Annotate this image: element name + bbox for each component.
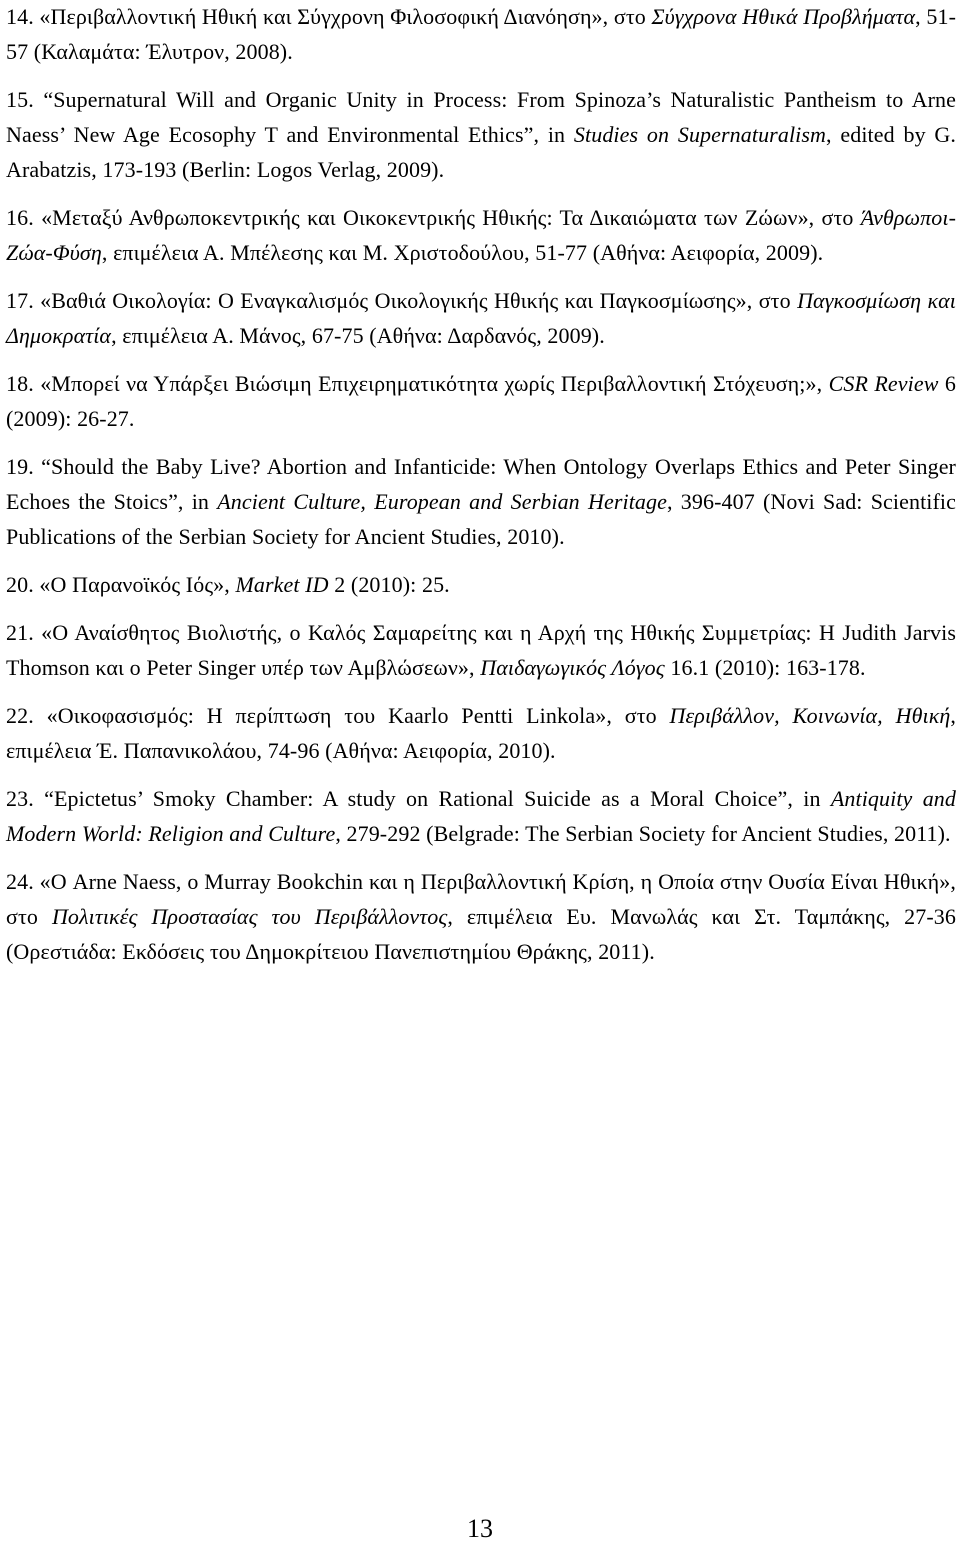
publication-title: Ancient Culture, European and Serbian Heritage bbox=[217, 489, 667, 514]
reference-entry bbox=[6, 781, 956, 851]
reference-text: «Μπορεί να Υπάρξει Βιώσιμη Επιχειρηματικότητα χωρίς Περιβαλλοντική Στόχευση;», bbox=[40, 371, 829, 396]
reference-entry bbox=[6, 0, 956, 69]
publication-title: Περιβάλλον, Κοινωνία, Ηθική bbox=[669, 703, 951, 728]
reference-text: , 51-57 (Καλαμάτα: Έλυτρον, 2008). bbox=[6, 4, 956, 64]
reference-text: 16.1 (2010): 163-178. bbox=[664, 655, 866, 680]
page-number: 13 bbox=[467, 1514, 493, 1543]
reference-text: «Μεταξύ Ανθρωποκεντρικής και Οικοκεντρικής Ηθικής: Τα Δικαιώματα των Ζώων», στο bbox=[41, 205, 861, 230]
reference-text: “Should the Baby Live? Abortion and Infanticide: When Ontology Overlaps Ethics and Peter Singer Echoes the Stoics”, in bbox=[6, 454, 956, 514]
reference-number: 20. bbox=[6, 572, 34, 597]
reference-entry bbox=[6, 615, 956, 685]
reference-text: , επιμέλεια Α. Μπέλεσης και Μ. Χριστοδούλου, 51-77 (Αθήνα: Αειφορία, 2009). bbox=[101, 240, 824, 265]
reference-text: «Οικοφασισμός: Η περίπτωση του Kaarlo Pentti Linkola», στο bbox=[46, 703, 670, 728]
reference-text: 2 (2010): 25. bbox=[328, 572, 450, 597]
reference-number: 24. bbox=[6, 869, 34, 894]
reference-text: , επιμέλεια Έ. Παπανικολάου, 74-96 (Αθήνα: Αειφορία, 2010). bbox=[6, 703, 956, 763]
publication-title: Σύγχρονα Ηθικά Προβλήματα bbox=[651, 4, 916, 29]
publication-title: Άνθρωποι-Ζώα-Φύση bbox=[6, 205, 956, 265]
reference-number: 14. bbox=[6, 4, 34, 29]
reference-entry bbox=[6, 200, 956, 270]
reference-text: , επιμέλεια Ευ. Μανωλάς και Στ. Ταμπάκης, 27-36 (Ορεστιάδα: Εκδόσεις του Δημοκρίτειου Πανεπιστημίου Θράκης, 2011). bbox=[6, 904, 957, 964]
reference-number: 17. bbox=[6, 288, 34, 313]
publication-title: Antiquity and Modern World: Religion and Culture bbox=[6, 786, 956, 846]
reference-entry bbox=[6, 283, 956, 353]
reference-text: «Περιβαλλοντική Ηθική και Σύγχρονη Φιλοσοφική Διανόηση», στο bbox=[39, 4, 652, 29]
reference-number: 15. bbox=[6, 87, 34, 112]
document-page bbox=[6, 0, 956, 969]
reference-text: , 279-292 (Belgrade: The Serbian Society for Ancient Studies, 2011). bbox=[335, 821, 951, 846]
reference-entry bbox=[6, 82, 956, 187]
reference-entry bbox=[6, 449, 956, 554]
reference-entry bbox=[6, 567, 956, 602]
reference-text: , edited by G. Arabatzis, 173-193 (Berlin: Logos Verlag, 2009). bbox=[6, 122, 957, 182]
reference-number: 18. bbox=[6, 371, 34, 396]
publication-title: Studies on Supernaturalism bbox=[573, 122, 827, 147]
reference-number: 16. bbox=[6, 205, 34, 230]
reference-text: “Supernatural Will and Organic Unity in Process: From Spinoza’s Naturalistic Pantheism to Arne Naess’ New Age Ecosophy T and Environmental Ethics”, in bbox=[6, 87, 956, 147]
publication-title: Παιδαγωγικός Λόγος bbox=[480, 655, 665, 680]
reference-text: «Ο Arne Naess, ο Murray Bookchin και η Περιβαλλοντική Κρίση, η Οποία στην Ουσία Είναι Ηθική», στο bbox=[6, 869, 956, 929]
publication-title: Πολιτικές Προστασίας του Περιβάλλοντος bbox=[51, 904, 448, 929]
reference-text: 6 (2009): 26-27. bbox=[6, 371, 956, 431]
reference-text: “Epictetus’ Smoky Chamber: A study on Rational Suicide as a Moral Choice”, in bbox=[44, 786, 831, 811]
reference-list bbox=[6, 0, 956, 969]
reference-text: , 396-407 (Novi Sad: Scientific Publications of the Serbian Society for Ancient Studies, 2010). bbox=[6, 489, 957, 549]
reference-number: 21. bbox=[6, 620, 34, 645]
reference-number: 22. bbox=[6, 703, 34, 728]
reference-entry bbox=[6, 698, 956, 768]
publication-title: Παγκοσμίωση και Δημοκρατία bbox=[6, 288, 956, 348]
reference-entry bbox=[6, 864, 956, 969]
reference-text: «Βαθιά Οικολογία: Ο Εναγκαλισμός Οικολογικής Ηθικής και Παγκοσμίωσης», στο bbox=[40, 288, 798, 313]
publication-title: CSR Review bbox=[828, 371, 939, 396]
reference-text: «Ο Αναίσθητος Βιολιστής, ο Καλός Σαμαρείτης και η Αρχή της Ηθικής Συμμετρίας: Η Judith Jarvis Thomson και ο Peter Singer υπέρ των Αμβλώσεων», bbox=[6, 620, 956, 680]
reference-entry bbox=[6, 366, 956, 436]
reference-text: , επιμέλεια Α. Μάνος, 67-75 (Αθήνα: Δαρδανός, 2009). bbox=[111, 323, 605, 348]
reference-number: 23. bbox=[6, 786, 34, 811]
publication-title: Market ID bbox=[235, 572, 329, 597]
reference-number: 19. bbox=[6, 454, 34, 479]
reference-text: «Ο Παρανοϊκός Ιός», bbox=[39, 572, 236, 597]
